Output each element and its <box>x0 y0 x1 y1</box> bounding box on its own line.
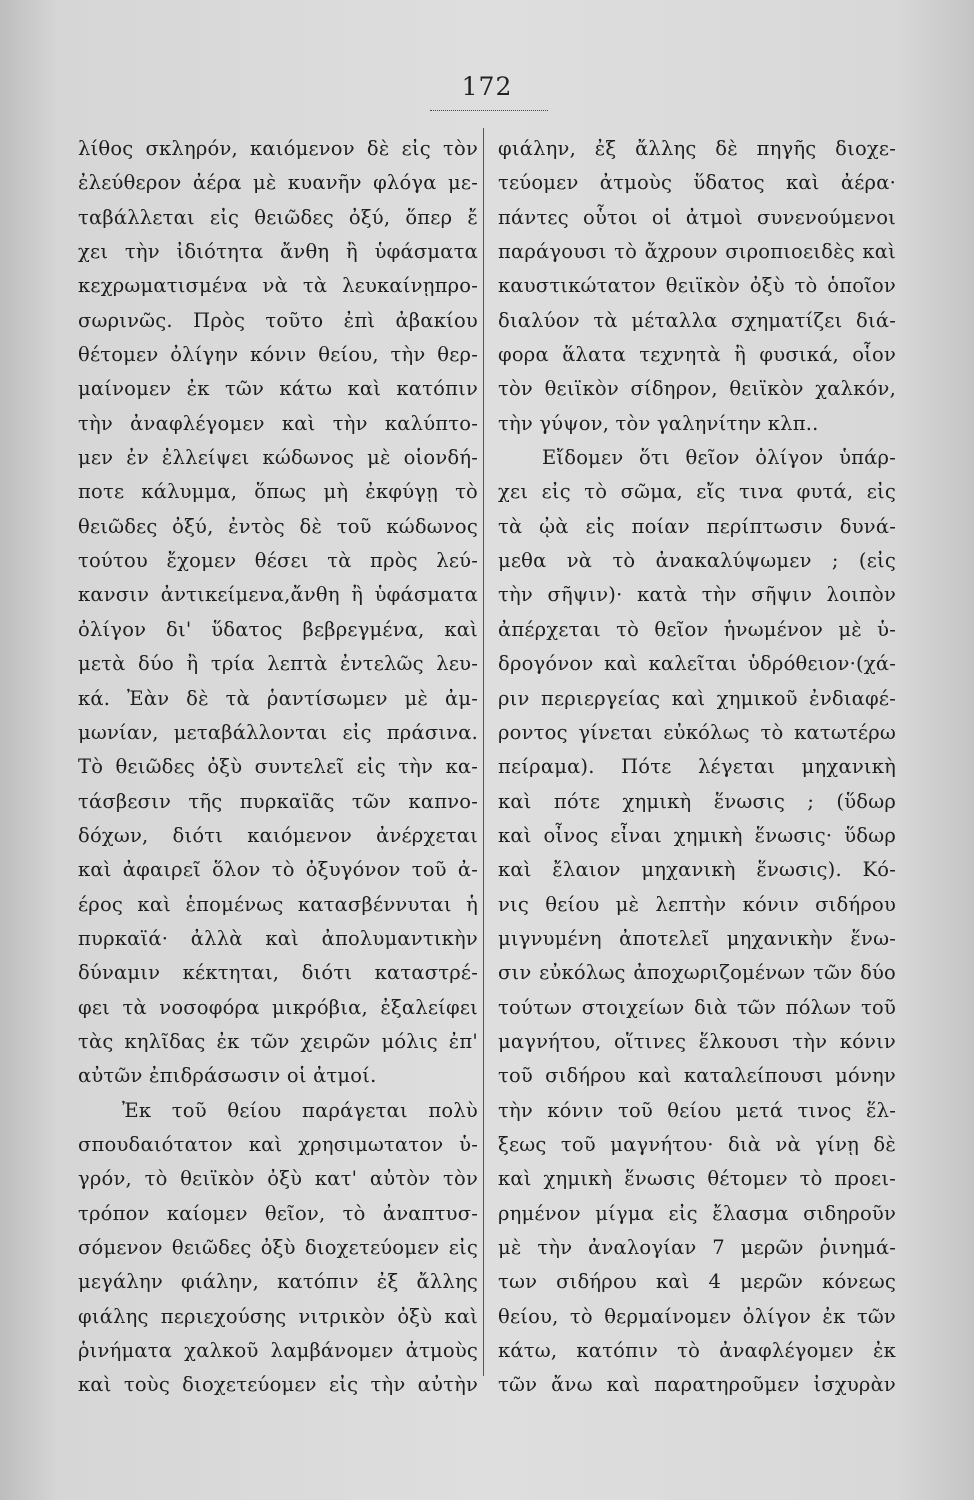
paragraph-end-line: τὴν γύψον, τὸν γαληνίτην κλπ.. <box>498 411 819 435</box>
text-line: ὀλίγον δι' ὕδατος βεβρεγμένα, καὶ <box>78 617 478 641</box>
text-line: θέτομεν ὀλίγην κόνιν θείου, τὴν θερ- <box>78 343 478 367</box>
text-line: τῶν ἄνω καὶ παρατηροῦμεν ἰσχυρὰν <box>498 1373 896 1397</box>
text-line: θειῶδες ὀξύ, ἐντὸς δὲ τοῦ κώδωνος <box>78 514 478 538</box>
text-line: πυρκαϊά· ἀλλὰ καὶ ἀπολυμαντικὴν <box>78 926 478 950</box>
text-line: μεγάλην φιάλην, κατόπιν ἐξ ἄλλης <box>78 1270 478 1294</box>
text-line: καὶ ἀφαιρεῖ ὅλον τὸ ὀξυγόνον τοῦ ἀ- <box>78 858 478 882</box>
paragraph-start-line: Εἴδομεν ὅτι θεῖον ὀλίγον ὑπάρ- <box>542 446 896 470</box>
text-line: ριν περιεργείας καὶ χημικοῦ ἐνδιαφέ- <box>498 686 896 710</box>
text-line: νις θείου μὲ λεπτὴν κόνιν σιδήρου <box>498 892 896 916</box>
text-line: τούτου ἔχομεν θέσει τὰ πρὸς λεύ- <box>78 549 478 573</box>
text-line: τὴν κόνιν τοῦ θείου μετά τινος ἕλ- <box>498 1098 896 1122</box>
column-divider <box>483 128 484 1376</box>
text-line: καὶ χημικὴ ἕνωσις θέτομεν τὸ προει- <box>498 1167 896 1191</box>
text-line: φει τὰ νοσοφόρα μικρόβια, ἐξαλείφει <box>78 995 478 1019</box>
text-line: έρος καὶ ἑπομένως κατασβέννυται ἡ <box>78 892 478 916</box>
text-line: τὸν θειϊκὸν σίδηρον, θειϊκὸν χαλκόν, <box>498 377 896 401</box>
text-line: κάτω, κατόπιν τὸ ἀναφλέγομεν ἐκ <box>498 1339 896 1363</box>
text-line: των σιδήρου καὶ 4 μερῶν κόνεως <box>498 1270 896 1294</box>
text-line: τρόπον καίομεν θεῖον, τὸ ἀναπτυσ- <box>78 1201 478 1225</box>
paragraph-end-line: αὐτῶν ἐπιδράσωσιν οἱ ἀτμοί. <box>78 1064 377 1088</box>
text-line: τὴν σῆψιν)· κατὰ τὴν σῆψιν λοιπὸν <box>498 583 896 607</box>
text-line: τούτων στοιχείων διὰ τῶν πόλων τοῦ <box>498 995 896 1019</box>
text-line: μαγνήτου, οἵτινες ἕλκουσι τὴν κόνιν <box>498 1029 896 1053</box>
text-line: ξεως τοῦ μαγνήτου· διὰ νὰ γίνῃ δὲ <box>498 1132 896 1156</box>
text-line: μαίνομεν ἐκ τῶν κάτω καὶ κατόπιν <box>78 377 478 401</box>
text-line: φιάλην, ἐξ ἄλλης δὲ πηγῆς διοχε- <box>498 137 896 160</box>
text-line: κά. Ἐὰν δὲ τὰ ῥαντίσωμεν μὲ ἀμ- <box>78 686 478 710</box>
text-line: χει τὴν ἰδιότητα ἄνθη ἢ ὑφάσματα <box>78 240 478 264</box>
text-line: φορα ἅλατα τεχνητὰ ἢ φυσικά, οἷον <box>498 343 896 367</box>
text-line: Τὸ θειῶδες ὀξὺ συντελεῖ εἰς τὴν κα- <box>78 755 478 779</box>
text-line: θείου, τὸ θερμαίνομεν ὀλίγον ἐκ τῶν <box>498 1304 896 1328</box>
text-line: χει εἰς τὸ σῶμα, εἴς τινα φυτά, εἰς <box>498 480 896 504</box>
right-text-column <box>498 132 896 1403</box>
text-line: σόμενον θειῶδες ὀξὺ διοχετεύομεν εἰς <box>78 1236 478 1259</box>
text-line: κανσιν ἀντικείμενα,ἄνθη ἢ ὑφάσματα <box>78 583 478 607</box>
text-line: σιν εὐκόλως ἀποχωριζομένων τῶν δύο <box>498 961 896 985</box>
text-line: τὰ ᾠὰ εἰς ποίαν περίπτωσιν δυνά- <box>498 514 896 538</box>
text-line: δόχων, διότι καιόμενον ἀνέρχεται <box>78 823 478 847</box>
text-line: καὶ οἶνος εἶναι χημικὴ ἕνωσις· ὕδωρ <box>498 823 896 847</box>
text-line: ροντος γίνεται εὐκόλως τὸ κατωτέρω <box>498 720 896 744</box>
text-line: διαλύον τὰ μέταλλα σχηματίζει διά- <box>498 308 896 332</box>
text-line: γρόν, τὸ θειϊκὸν ὀξὺ κατ' αὐτὸν τὸν <box>78 1167 478 1191</box>
text-line: τὰς κηλῖδας ἐκ τῶν χειρῶν μόλις ἐπ' <box>78 1029 478 1053</box>
text-line: μεθα νὰ τὸ ἀνακαλύψωμεν ; (εἰς <box>498 549 896 573</box>
text-line: δρογόνον καὶ καλεῖται ὑδρόθειον·(χά- <box>498 652 896 676</box>
text-line: σπουδαιότατον καὶ χρησιμωτατον ὑ- <box>78 1132 478 1156</box>
text-line: καυστικώτατον θειϊκὸν ὀξὺ τὸ ὁποῖον <box>498 274 896 298</box>
paragraph-start-line: Ἐκ τοῦ θείου παράγεται πολὺ <box>122 1098 478 1122</box>
text-line: ταβάλλεται εἰς θειῶδες ὀξύ, ὅπερ ἔ <box>78 205 478 229</box>
text-line: μὲ τὴν ἀναλογίαν 7 μερῶν ῥινημά- <box>498 1236 896 1259</box>
text-line: μετὰ δύο ἢ τρία λεπτὰ ἐντελῶς λευ- <box>78 652 478 676</box>
text-line: τὴν ἀναφλέγομεν καὶ τὴν καλύπτο- <box>78 411 478 435</box>
text-line: σωρινῶς. Πρὸς τοῦτο ἐπὶ ἀβακίου <box>78 308 478 332</box>
text-line: καὶ τοὺς διοχετεύομεν εἰς τὴν αὐτὴν <box>78 1373 478 1397</box>
text-line: μεν ἐν ἐλλείψει κώδωνος μὲ οἱονδή- <box>78 446 478 470</box>
text-line: πάντες οὗτοι οἱ ἀτμοὶ συνενούμενοι <box>498 205 896 229</box>
text-line: τοῦ σιδήρου καὶ καταλείπουσι μόνην <box>498 1064 896 1088</box>
text-line: ἀπέρχεται τὸ θεῖον ἡνωμένον μὲ ὑ- <box>498 617 896 641</box>
text-line: ἐλεύθερον ἀέρα μὲ κυανῆν φλόγα με- <box>78 171 478 195</box>
text-line: καὶ πότε χημικὴ ἕνωσις ; (ὕδωρ <box>498 789 896 813</box>
text-line: μωνίαν, μεταβάλλονται εἰς πράσινα. <box>78 720 478 744</box>
text-line: ρημένον μίγμα εἰς ἔλασμα σιδηροῦν <box>498 1201 896 1225</box>
text-line: δύναμιν κέκτηται, διότι καταστρέ- <box>78 961 478 985</box>
text-line: κεχρωματισμένα νὰ τὰ λευκαίνῃπρο- <box>78 274 478 298</box>
header-rule <box>430 110 548 111</box>
text-line: λίθος σκληρόν, καιόμενον δὲ εἰς τὸν <box>78 137 478 160</box>
text-line: τεύομεν ἀτμοὺς ὕδατος καὶ ἀέρα· <box>498 171 896 195</box>
page-number: 172 <box>461 72 513 101</box>
text-line: μιγνυμένη ἀποτελεῖ μηχανικὴν ἕνω- <box>498 926 896 950</box>
text-line: καὶ ἔλαιον μηχανικὴ ἕνωσις). Κό- <box>498 858 896 882</box>
text-line: πείραμα). Πότε λέγεται μηχανικὴ <box>498 755 896 779</box>
text-line: ποτε κάλυμμα, ὅπως μὴ ἐκφύγῃ τὸ <box>78 480 478 504</box>
left-text-column <box>78 132 478 1403</box>
text-line: τάσβεσιν τῆς πυρκαϊᾶς τῶν καπνο- <box>78 789 478 813</box>
text-line: φιάλης περιεχούσης νιτρικὸν ὀξὺ καὶ <box>78 1304 478 1328</box>
text-line: παράγουσι τὸ ἄχρουν σιροπιοειδὲς καὶ <box>498 240 896 264</box>
text-line: ῥινήματα χαλκοῦ λαμβάνομεν ἀτμοὺς <box>78 1339 478 1363</box>
